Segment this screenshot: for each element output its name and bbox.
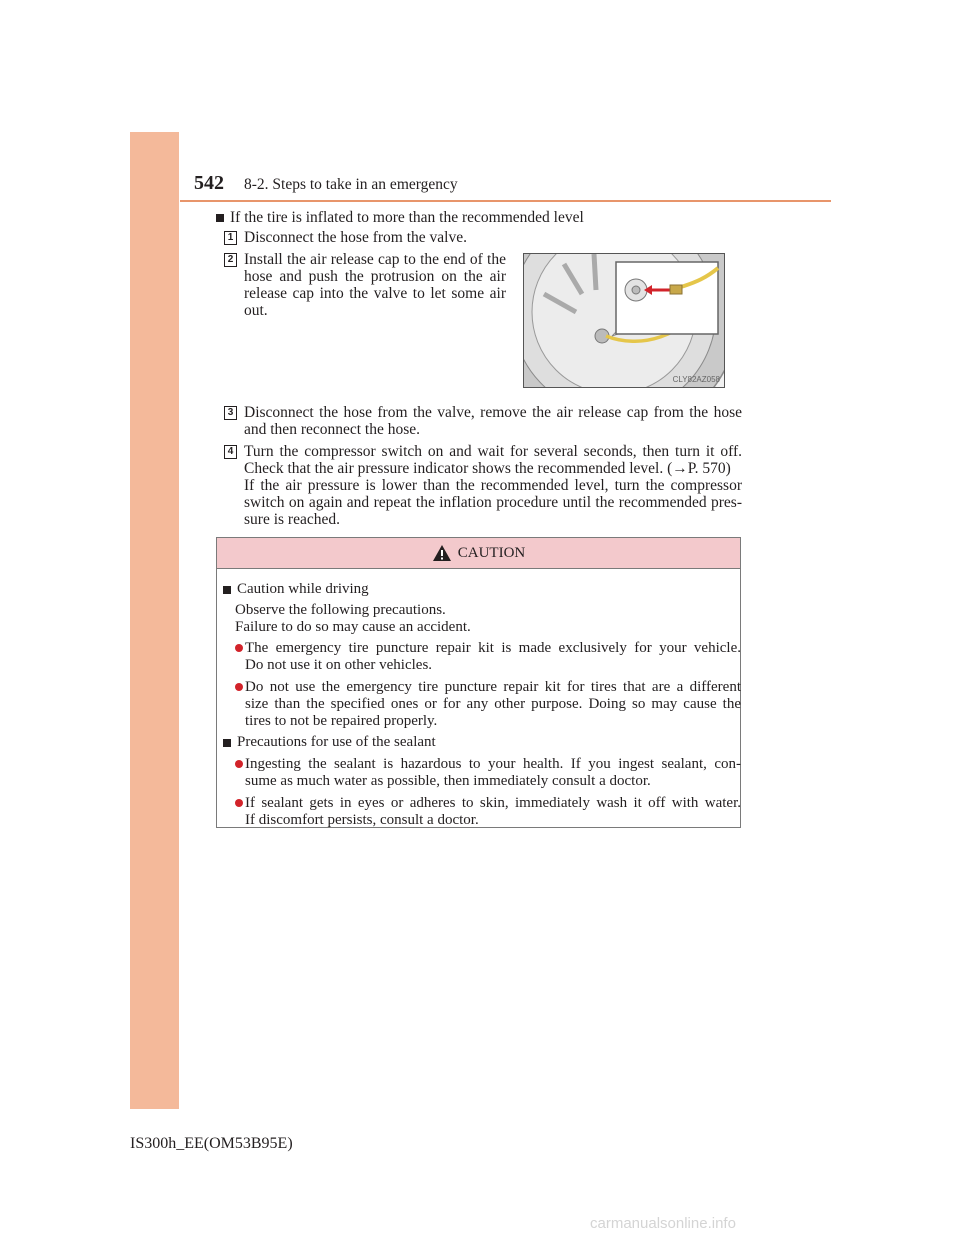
step-number: 4 (224, 445, 237, 459)
step-line: hose and push the protrusion on the air (244, 268, 506, 285)
red-bullet-icon (235, 799, 243, 807)
square-bullet-icon (223, 739, 231, 747)
sub-heading-text: If the tire is inflated to more than the recommended level (230, 209, 584, 226)
step-line: sure is reached. (244, 511, 340, 528)
chapter-side-band (130, 132, 179, 1109)
caution-title: CAUTION (457, 544, 526, 561)
step-number: 3 (224, 406, 237, 420)
caution-line: tires to not be repaired properly. (245, 713, 438, 729)
step-text (244, 251, 506, 319)
red-bullet-icon (235, 760, 243, 768)
figure-code: CLY82AZ058 (672, 375, 720, 384)
caution-line: sume as much water as possible, then immediately consult a doctor. (245, 773, 651, 789)
caution-header (217, 538, 740, 569)
caution-box (216, 537, 741, 828)
tire-illustration (524, 254, 724, 387)
caution-bullet-text (245, 679, 741, 730)
page-number: 542 (194, 172, 224, 194)
caution-line: Failure to do so may cause an accident. (235, 619, 471, 635)
step-line: Disconnect the hose from the valve, remove the air release cap from the hose (244, 404, 742, 421)
step-line: Turn the compressor switch on and wait for several seconds, then turn it off. (244, 443, 742, 460)
step-line: Install the air release cap to the end of the (244, 251, 506, 268)
square-bullet-icon (223, 586, 231, 594)
step-line: switch on again and repeat the inflation procedure until the recommended pres- (244, 494, 742, 511)
caution-line: Observe the following precautions. (235, 602, 446, 618)
tire-valve-figure (523, 253, 725, 388)
caution-text (235, 602, 471, 636)
step-line: out. (244, 302, 268, 319)
step-text (244, 229, 524, 246)
sub-heading (216, 209, 584, 227)
square-bullet-icon (216, 214, 224, 222)
section-title: 8-2. Steps to take in an emergency (244, 176, 458, 193)
caution-line: The emergency tire puncture repair kit is made exclusively for your vehicle. (245, 640, 741, 656)
red-bullet-icon (235, 683, 243, 691)
caution-line: Ingesting the sealant is hazardous to your health. If you ingest sealant, con- (245, 756, 741, 772)
document-code: IS300h_EE(OM53B95E) (130, 1135, 293, 1152)
caution-bullet-text (245, 795, 741, 829)
caution-line: size than the specified ones or for any other purpose. Doing so may cause the (245, 696, 741, 712)
header-rule (180, 200, 831, 202)
warning-triangle-icon (432, 544, 452, 562)
caution-line: Do not use it on other vehicles. (245, 657, 433, 673)
caution-line: If discomfort persists, consult a doctor. (245, 812, 479, 828)
watermark: carmanualsonline.info (590, 1215, 736, 1232)
caution-bullet-text (245, 640, 741, 674)
caution-sub-heading (223, 581, 369, 598)
caution-sub-heading-text: Precautions for use of the sealant (237, 734, 436, 750)
step-line: If the air pressure is lower than the recommended level, turn the compressor (244, 477, 742, 494)
step-number: 2 (224, 253, 237, 267)
step-line: release cap into the valve to let some air (244, 285, 506, 302)
caution-bullet-text (245, 756, 741, 790)
caution-sub-heading-text: Caution while driving (237, 581, 369, 597)
step-line: and then reconnect the hose. (244, 421, 421, 438)
step-number: 1 (224, 231, 237, 245)
caution-sub-heading (223, 734, 436, 751)
step-line: Disconnect the hose from the valve. (244, 229, 467, 246)
step-text (244, 443, 742, 528)
step-line: Check that the air pressure indicator shows the recommended level. (→P. 570) (244, 460, 731, 477)
caution-line: Do not use the emergency tire puncture repair kit for tires that are a different (245, 679, 741, 695)
caution-line: If sealant gets in eyes or adheres to skin, immediately wash it off with water. (245, 795, 741, 811)
red-bullet-icon (235, 644, 243, 652)
step-text (244, 404, 742, 438)
